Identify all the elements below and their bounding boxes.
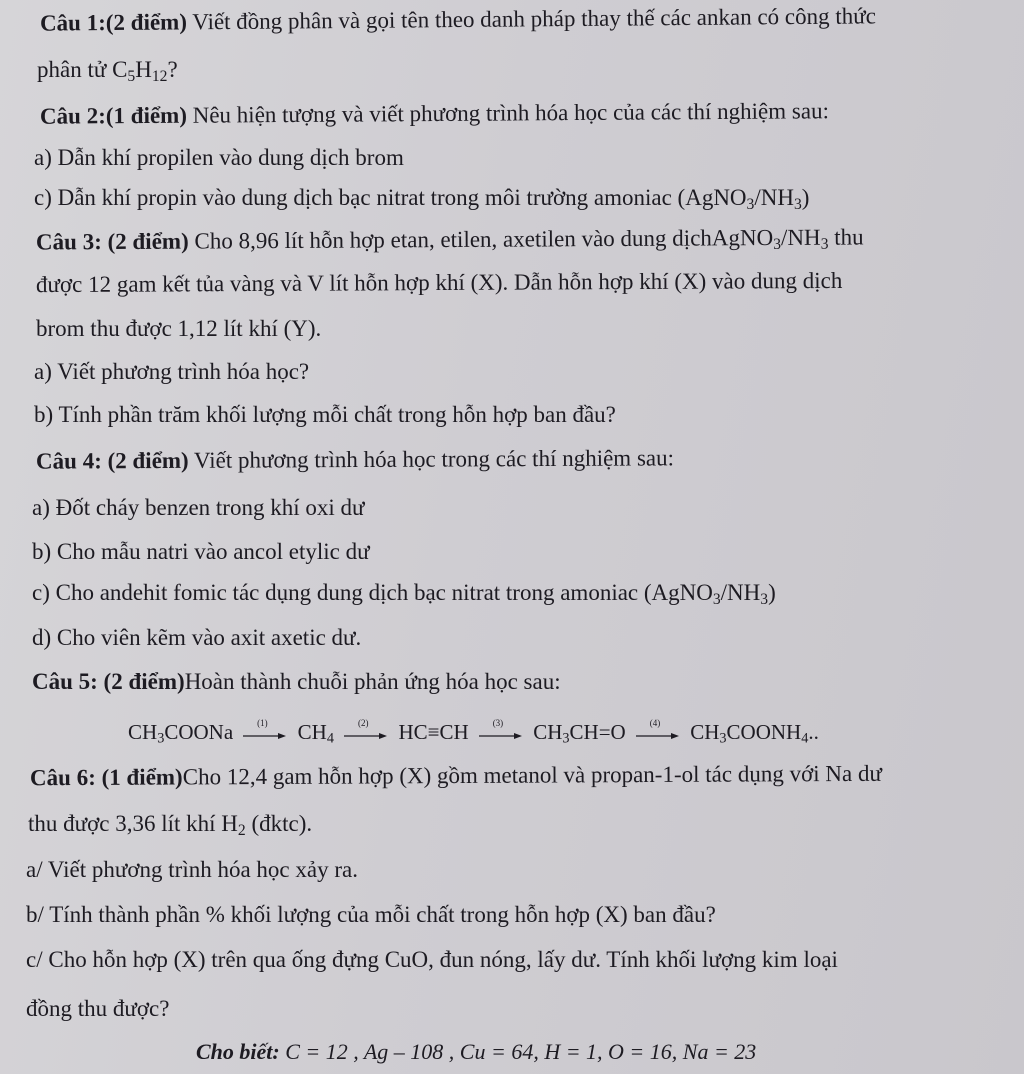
q1-formula-pre: phân tử C: [37, 57, 128, 82]
q5-text: Hoàn thành chuỗi phản ứng hóa học sau:: [184, 669, 561, 694]
q4-c-sub2: 3: [760, 590, 769, 608]
given-values-line: [196, 1038, 756, 1066]
given-values: C = 12 , Ag – 108 , Cu = 64, H = 1, O = 16, Na = 23: [285, 1039, 757, 1064]
given-label: Cho biết:: [196, 1039, 280, 1064]
reaction-arrow-3: [478, 718, 524, 744]
q2-text: Nêu hiện tượng và viết phương trình hóa học của các thí nghiệm sau:: [186, 98, 829, 128]
q4-text: Viết phương trình hóa học trong các thí nghiệm sau:: [188, 445, 675, 473]
q4-c: [32, 579, 776, 607]
chain-s2-sub: 4: [326, 730, 334, 747]
q6-line1: [30, 760, 882, 792]
q3-line1: [36, 223, 864, 256]
chain-s4-end: CH=O: [569, 720, 626, 744]
q2-label: Câu 2:(1 điểm): [39, 102, 188, 129]
q6-a: a/ Viết phương trình hóa học xảy ra.: [26, 857, 358, 882]
q6-line2-end: (đktc).: [245, 811, 313, 836]
q4-b: b) Cho mẫu natri vào ancol etylic dư: [32, 539, 370, 564]
q5-label: Câu 5: (2 điểm): [32, 669, 185, 694]
chain-s1-end: COONa: [164, 720, 234, 744]
chain-s5-sub1: 3: [719, 730, 727, 747]
q6-c2: đồng thu được?: [26, 996, 170, 1021]
arrow-2-label: (2): [357, 718, 369, 729]
chain-s5-pre: CH: [690, 720, 720, 744]
q3-mid: /NH: [780, 224, 821, 250]
q4-c-mid: /NH: [720, 580, 761, 605]
q3-label: Câu 3: (2 điểm): [35, 228, 189, 255]
q3-sub2: 3: [820, 235, 829, 253]
q6-line2-sub: 2: [237, 821, 246, 839]
q2-a: a) Dẫn khí propilen vào dung dịch brom: [34, 145, 404, 170]
chain-s4-sub: 3: [562, 730, 570, 747]
arrow-1-label: (1): [257, 718, 268, 729]
q1-sub-h: 12: [151, 67, 168, 85]
q3-b: b) Tính phần trăm khối lượng mỗi chất trong hỗn hợp ban đầu?: [34, 402, 616, 427]
q4-d: d) Cho viên kẽm vào axit axetic dư.: [32, 625, 362, 650]
q3-sub1: 3: [773, 235, 782, 253]
q1-line2: [37, 56, 178, 84]
q2-c-mid: /NH: [754, 185, 794, 210]
arrow-2-icon: [343, 724, 389, 744]
q3-text-pre: Cho 8,96 lít hỗn hợp etan, etilen, axetilen vào dung dịchAgNO: [188, 225, 774, 254]
q3-a: a) Viết phương trình hóa học?: [34, 359, 310, 384]
q6-line2-pre: thu được 3,36 lít khí H: [28, 811, 238, 836]
q3-line3: brom thu được 1,12 lít khí (Y).: [36, 316, 322, 341]
q2-line1: [40, 97, 829, 131]
arrow-3-label: (3): [492, 718, 504, 729]
q1-label: Câu 1:(2 điểm): [39, 9, 188, 36]
arrow-4-icon: [635, 724, 681, 744]
q4-c-sub1: 3: [712, 590, 721, 608]
q2-c-end: ): [801, 185, 810, 210]
chain-s1-pre: CH: [128, 720, 158, 744]
q4-a: a) Đốt cháy benzen trong khí oxi dư: [32, 495, 365, 520]
q1-formula-h: H: [135, 57, 152, 82]
q3-line2: được 12 gam kết tủa vàng và V lít hỗn hợp khí (X). Dẫn hỗn hợp khí (X) vào dung dịch: [35, 267, 843, 298]
q1-end: ?: [167, 57, 178, 82]
arrow-1-icon: [242, 724, 288, 744]
q2-c: [34, 184, 809, 212]
reaction-arrow-4: [635, 718, 681, 744]
q2-c-sub1: 3: [746, 195, 755, 213]
chain-s2-pre: CH: [297, 720, 327, 744]
q6-text: Cho 12,4 gam hỗn hợp (X) gồm metanol và propan-1-ol tác dụng với Na dư: [182, 760, 882, 790]
chain-s3: HC≡CH: [398, 720, 469, 744]
q4-c-pre: c) Cho andehit fomic tác dụng dung dịch bạc nitrat trong amoniac (AgNO: [32, 580, 713, 605]
q4-c-end: ): [768, 580, 776, 605]
q6-line2: [28, 810, 312, 838]
q3-text-end: thu: [828, 224, 864, 250]
q6-b: b/ Tính thành phần % khối lượng của mỗi chất trong hỗn hợp (X) ban đầu?: [26, 902, 716, 927]
q6-label: Câu 6: (1 điểm): [29, 764, 183, 791]
chain-s1-sub: 3: [157, 730, 165, 747]
chain-s5-end: ..: [808, 720, 819, 744]
reaction-arrow-1: [242, 718, 288, 744]
q5-reaction-chain: [128, 718, 819, 746]
arrow-4-label: (4): [649, 718, 661, 729]
q1-text: Viết đồng phân và gọi tên theo danh pháp thay thế các ankan có công thức: [186, 3, 876, 35]
q4-label: Câu 4: (2 điểm): [35, 447, 189, 474]
chain-s5-mid: COONH: [726, 720, 802, 744]
chain-s5-sub2: 4: [801, 730, 809, 747]
q1-sub-c: 5: [127, 67, 136, 85]
q5-line1: [32, 668, 561, 696]
q6-c1: c/ Cho hỗn hợp (X) trên qua ống đựng CuO, đun nóng, lấy dư. Tính khối lượng kim loại: [26, 947, 838, 972]
chain-s4-pre: CH: [533, 720, 563, 744]
arrow-3-icon: [478, 724, 524, 744]
reaction-arrow-2: [343, 718, 389, 744]
q1-line1: [40, 2, 876, 37]
q2-c-sub2: 3: [793, 195, 802, 213]
q4-line1: [36, 444, 674, 475]
q2-c-pre: c) Dẫn khí propin vào dung dịch bạc nitrat trong môi trường amoniac (AgNO: [34, 185, 747, 210]
